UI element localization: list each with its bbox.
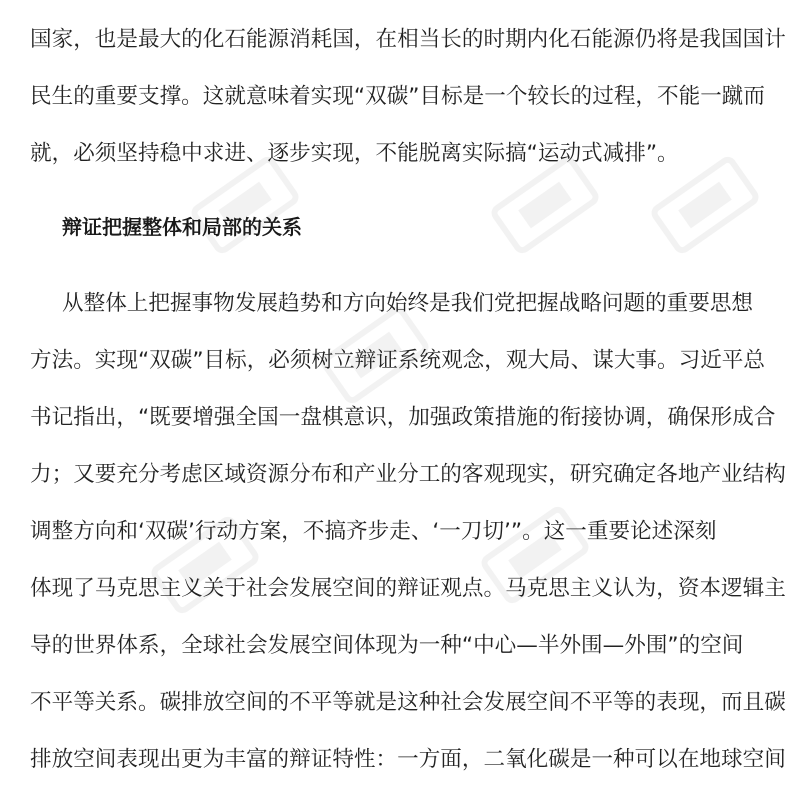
- paragraph-line: 体现了马克思主义关于社会发展空间的辩证观点。马克思主义认为，资本逻辑主: [30, 576, 786, 601]
- paragraph-line: 就，必须坚持稳中求进、逐步实现，不能脱离实际搞“运动式减排”。: [30, 141, 679, 166]
- paragraph-line: 不平等关系。碳排放空间的不平等就是这种社会发展空间不平等的表现，而且碳: [30, 690, 786, 715]
- paragraph-line: 调整方向和‘双碳’行动方案，不搞齐步走、‘一刀切’”。这一重要论述深刻: [30, 519, 717, 544]
- paragraph-line: 排放空间表现出更为丰富的辩证特性：一方面，二氧化碳是一种可以在地球空间: [30, 747, 786, 772]
- paragraph-line: 力；又要充分考虑区域资源分布和产业分工的客观现实，研究确定各地产业结构: [30, 462, 786, 487]
- paragraph-line: 方法。实现“双碳”目标，必须树立辩证系统观念，观大局、谋大事。习近平总: [30, 348, 765, 373]
- paragraph-line: 民生的重要支撑。这就意味着实现“双碳”目标是一个较长的过程，不能一蹴而: [30, 84, 765, 109]
- paragraph-line: 导的世界体系，全球社会发展空间体现为一种“中心—半外围—外围”的空间: [30, 633, 744, 658]
- section-heading: 辩证把握整体和局部的关系: [62, 215, 302, 239]
- paragraph-line: 从整体上把握事物发展趋势和方向始终是我们党把握战略问题的重要思想: [62, 291, 754, 316]
- paragraph-line: 书记指出，“既要增强全国一盘棋意识，加强政策措施的衔接协调，确保形成合: [30, 405, 776, 430]
- paragraph-line: 国家，也是最大的化石能源消耗国，在相当长的时期内化石能源仍将是我国国计: [30, 27, 786, 52]
